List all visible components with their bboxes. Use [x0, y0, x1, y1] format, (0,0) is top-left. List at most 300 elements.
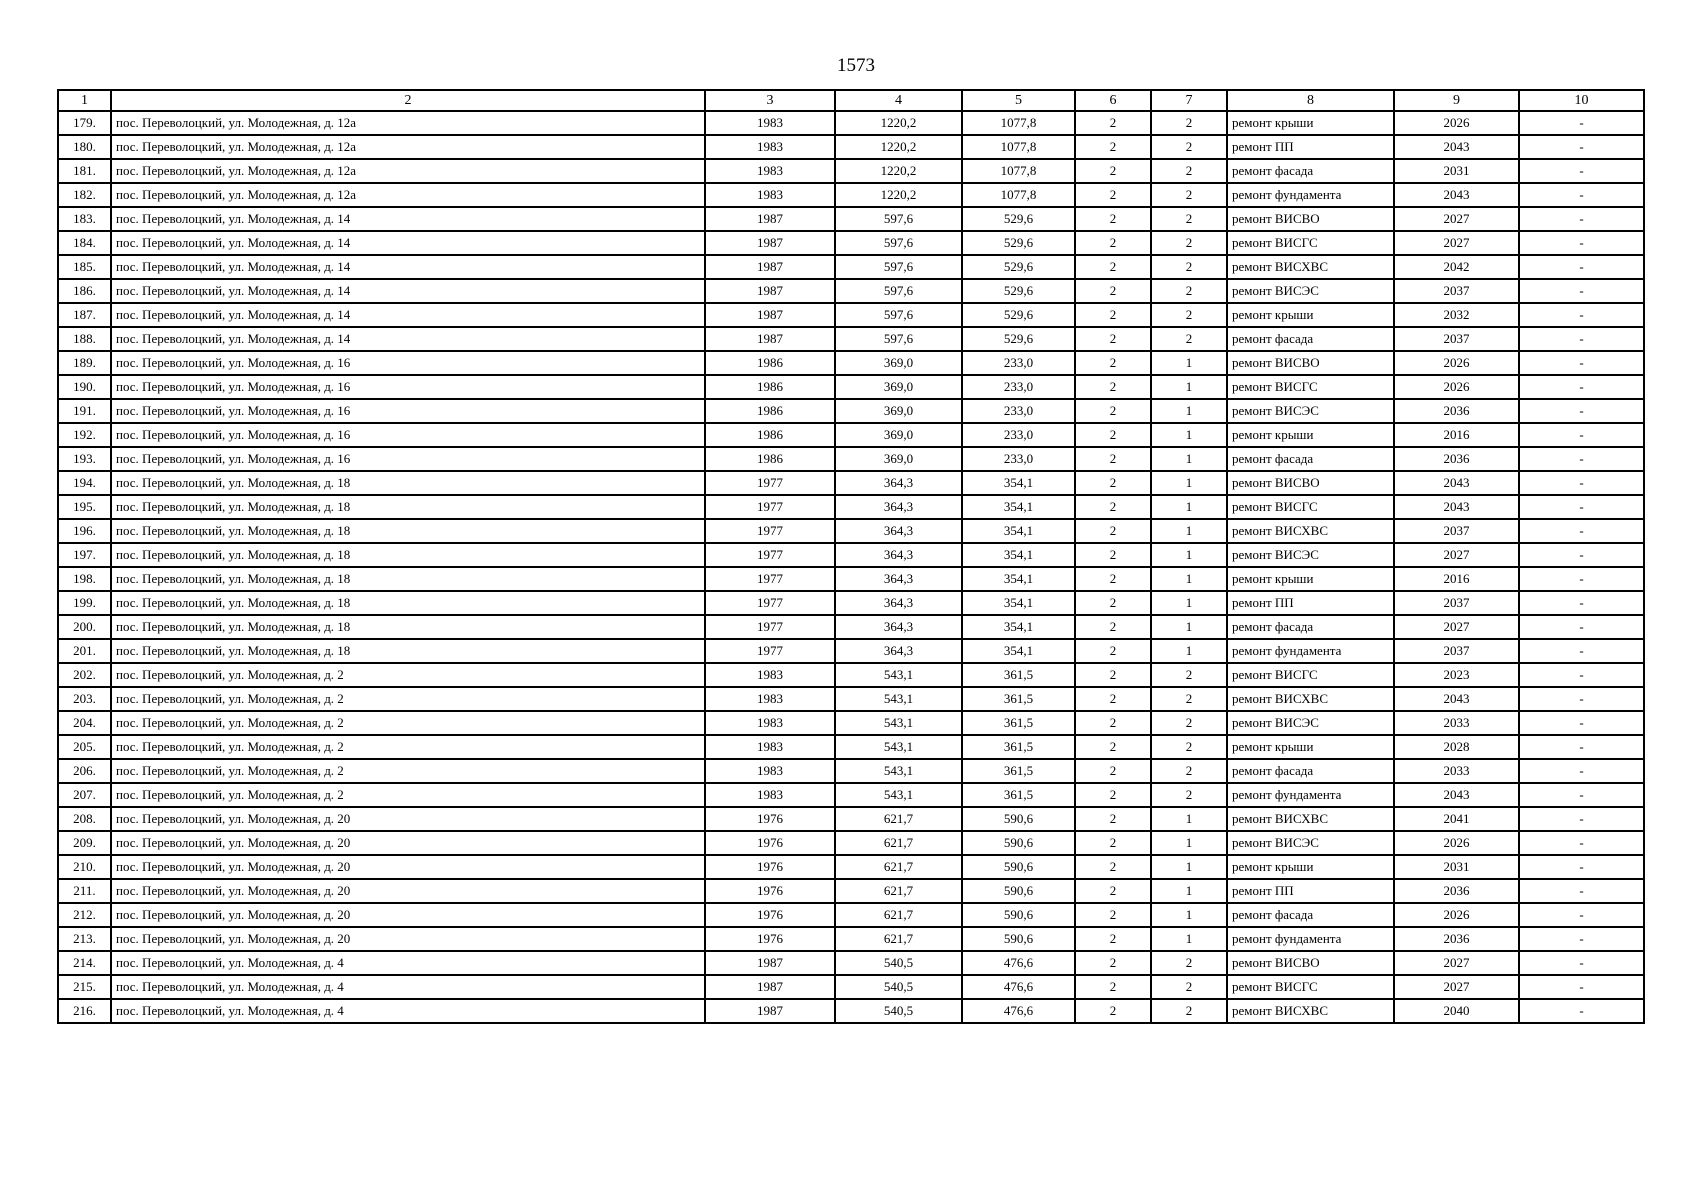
table-row [58, 879, 1644, 903]
note-cell: - [1519, 879, 1644, 903]
year-cell: 1987 [705, 255, 835, 279]
row-number: 205. [58, 735, 111, 759]
address-cell: пос. Переволоцкий, ул. Молодежная, д. 18 [111, 567, 705, 591]
col6-cell: 2 [1075, 879, 1151, 903]
note-cell: - [1519, 951, 1644, 975]
note-cell: - [1519, 159, 1644, 183]
column-header: 2 [111, 90, 705, 111]
table-row [58, 183, 1644, 207]
year-cell: 1987 [705, 207, 835, 231]
total-area-cell: 543,1 [835, 663, 962, 687]
work-type-cell: ремонт фасада [1227, 615, 1394, 639]
period-cell: 2036 [1394, 927, 1519, 951]
living-area-cell: 590,6 [962, 807, 1075, 831]
col6-cell: 2 [1075, 399, 1151, 423]
col7-cell: 1 [1151, 567, 1227, 591]
column-header: 7 [1151, 90, 1227, 111]
row-number: 195. [58, 495, 111, 519]
year-cell: 1986 [705, 423, 835, 447]
note-cell: - [1519, 183, 1644, 207]
total-area-cell: 369,0 [835, 423, 962, 447]
address-cell: пос. Переволоцкий, ул. Молодежная, д. 12а [111, 111, 705, 135]
note-cell: - [1519, 495, 1644, 519]
address-cell: пос. Переволоцкий, ул. Молодежная, д. 12а [111, 183, 705, 207]
living-area-cell: 476,6 [962, 999, 1075, 1023]
work-type-cell: ремонт ВИСХВС [1227, 807, 1394, 831]
row-number: 201. [58, 639, 111, 663]
row-number: 181. [58, 159, 111, 183]
table-row [58, 279, 1644, 303]
address-cell: пос. Переволоцкий, ул. Молодежная, д. 20 [111, 855, 705, 879]
living-area-cell: 354,1 [962, 543, 1075, 567]
table-row [58, 111, 1644, 135]
work-type-cell: ремонт ВИСЭС [1227, 711, 1394, 735]
period-cell: 2043 [1394, 183, 1519, 207]
row-number: 206. [58, 759, 111, 783]
living-area-cell: 1077,8 [962, 135, 1075, 159]
table-row [58, 927, 1644, 951]
table-row [58, 639, 1644, 663]
col6-cell: 2 [1075, 903, 1151, 927]
total-area-cell: 543,1 [835, 687, 962, 711]
address-cell: пос. Переволоцкий, ул. Молодежная, д. 18 [111, 519, 705, 543]
col7-cell: 1 [1151, 375, 1227, 399]
col7-cell: 2 [1151, 783, 1227, 807]
period-cell: 2042 [1394, 255, 1519, 279]
row-number: 209. [58, 831, 111, 855]
year-cell: 1987 [705, 327, 835, 351]
living-area-cell: 233,0 [962, 423, 1075, 447]
year-cell: 1986 [705, 399, 835, 423]
note-cell: - [1519, 591, 1644, 615]
row-number: 194. [58, 471, 111, 495]
register-body [58, 111, 1644, 1023]
period-cell: 2026 [1394, 351, 1519, 375]
row-number: 208. [58, 807, 111, 831]
period-cell: 2027 [1394, 543, 1519, 567]
living-area-cell: 361,5 [962, 663, 1075, 687]
note-cell: - [1519, 999, 1644, 1023]
year-cell: 1976 [705, 855, 835, 879]
year-cell: 1977 [705, 639, 835, 663]
note-cell: - [1519, 543, 1644, 567]
row-number: 202. [58, 663, 111, 687]
year-cell: 1976 [705, 807, 835, 831]
table-row [58, 999, 1644, 1023]
row-number: 184. [58, 231, 111, 255]
note-cell: - [1519, 447, 1644, 471]
table-row [58, 519, 1644, 543]
year-cell: 1986 [705, 351, 835, 375]
table-row [58, 135, 1644, 159]
period-cell: 2036 [1394, 399, 1519, 423]
row-number: 215. [58, 975, 111, 999]
living-area-cell: 529,6 [962, 303, 1075, 327]
col6-cell: 2 [1075, 615, 1151, 639]
total-area-cell: 364,3 [835, 591, 962, 615]
total-area-cell: 621,7 [835, 903, 962, 927]
table-row [58, 663, 1644, 687]
living-area-cell: 354,1 [962, 615, 1075, 639]
living-area-cell: 361,5 [962, 711, 1075, 735]
work-type-cell: ремонт крыши [1227, 303, 1394, 327]
row-number: 213. [58, 927, 111, 951]
period-cell: 2033 [1394, 759, 1519, 783]
year-cell: 1983 [705, 135, 835, 159]
year-cell: 1976 [705, 831, 835, 855]
note-cell: - [1519, 639, 1644, 663]
work-type-cell: ремонт крыши [1227, 735, 1394, 759]
row-number: 193. [58, 447, 111, 471]
work-type-cell: ремонт фундамента [1227, 783, 1394, 807]
col7-cell: 2 [1151, 759, 1227, 783]
year-cell: 1983 [705, 735, 835, 759]
living-area-cell: 529,6 [962, 279, 1075, 303]
col6-cell: 2 [1075, 999, 1151, 1023]
work-type-cell: ремонт ВИСХВС [1227, 255, 1394, 279]
work-type-cell: ремонт фасада [1227, 447, 1394, 471]
table-row [58, 687, 1644, 711]
period-cell: 2026 [1394, 375, 1519, 399]
period-cell: 2037 [1394, 519, 1519, 543]
note-cell: - [1519, 351, 1644, 375]
period-cell: 2026 [1394, 111, 1519, 135]
col6-cell: 2 [1075, 759, 1151, 783]
year-cell: 1983 [705, 159, 835, 183]
address-cell: пос. Переволоцкий, ул. Молодежная, д. 14 [111, 327, 705, 351]
row-number: 196. [58, 519, 111, 543]
col7-cell: 1 [1151, 351, 1227, 375]
row-number: 204. [58, 711, 111, 735]
col6-cell: 2 [1075, 687, 1151, 711]
col7-cell: 1 [1151, 639, 1227, 663]
living-area-cell: 1077,8 [962, 111, 1075, 135]
living-area-cell: 1077,8 [962, 159, 1075, 183]
work-type-cell: ремонт фасада [1227, 159, 1394, 183]
living-area-cell: 354,1 [962, 519, 1075, 543]
work-type-cell: ремонт ВИСГС [1227, 375, 1394, 399]
row-number: 189. [58, 351, 111, 375]
total-area-cell: 364,3 [835, 519, 962, 543]
work-type-cell: ремонт ВИСЭС [1227, 399, 1394, 423]
address-cell: пос. Переволоцкий, ул. Молодежная, д. 16 [111, 399, 705, 423]
total-area-cell: 364,3 [835, 543, 962, 567]
total-area-cell: 621,7 [835, 927, 962, 951]
living-area-cell: 233,0 [962, 399, 1075, 423]
table-row [58, 591, 1644, 615]
year-cell: 1977 [705, 615, 835, 639]
note-cell: - [1519, 327, 1644, 351]
table-row [58, 423, 1644, 447]
work-type-cell: ремонт ВИСВО [1227, 951, 1394, 975]
living-area-cell: 233,0 [962, 375, 1075, 399]
row-number: 197. [58, 543, 111, 567]
period-cell: 2032 [1394, 303, 1519, 327]
year-cell: 1976 [705, 927, 835, 951]
work-type-cell: ремонт крыши [1227, 423, 1394, 447]
address-cell: пос. Переволоцкий, ул. Молодежная, д. 14 [111, 231, 705, 255]
col6-cell: 2 [1075, 495, 1151, 519]
total-area-cell: 597,6 [835, 279, 962, 303]
col7-cell: 1 [1151, 615, 1227, 639]
row-number: 214. [58, 951, 111, 975]
living-area-cell: 590,6 [962, 927, 1075, 951]
col6-cell: 2 [1075, 159, 1151, 183]
year-cell: 1983 [705, 111, 835, 135]
living-area-cell: 529,6 [962, 255, 1075, 279]
col6-cell: 2 [1075, 447, 1151, 471]
address-cell: пос. Переволоцкий, ул. Молодежная, д. 4 [111, 999, 705, 1023]
col6-cell: 2 [1075, 975, 1151, 999]
row-number: 200. [58, 615, 111, 639]
period-cell: 2023 [1394, 663, 1519, 687]
year-cell: 1977 [705, 543, 835, 567]
work-type-cell: ремонт ВИСХВС [1227, 519, 1394, 543]
total-area-cell: 1220,2 [835, 159, 962, 183]
table-row [58, 327, 1644, 351]
col7-cell: 2 [1151, 207, 1227, 231]
period-cell: 2031 [1394, 855, 1519, 879]
row-number: 190. [58, 375, 111, 399]
period-cell: 2026 [1394, 903, 1519, 927]
col7-cell: 1 [1151, 927, 1227, 951]
col6-cell: 2 [1075, 231, 1151, 255]
period-cell: 2027 [1394, 615, 1519, 639]
living-area-cell: 590,6 [962, 903, 1075, 927]
row-number: 198. [58, 567, 111, 591]
total-area-cell: 597,6 [835, 231, 962, 255]
table-row [58, 903, 1644, 927]
row-number: 210. [58, 855, 111, 879]
table-row [58, 471, 1644, 495]
col7-cell: 2 [1151, 711, 1227, 735]
year-cell: 1983 [705, 663, 835, 687]
work-type-cell: ремонт фундамента [1227, 183, 1394, 207]
total-area-cell: 543,1 [835, 759, 962, 783]
work-type-cell: ремонт крыши [1227, 111, 1394, 135]
note-cell: - [1519, 519, 1644, 543]
table-row [58, 951, 1644, 975]
total-area-cell: 597,6 [835, 207, 962, 231]
table-row [58, 783, 1644, 807]
total-area-cell: 597,6 [835, 255, 962, 279]
period-cell: 2016 [1394, 423, 1519, 447]
year-cell: 1976 [705, 879, 835, 903]
total-area-cell: 540,5 [835, 975, 962, 999]
work-type-cell: ремонт фундамента [1227, 927, 1394, 951]
address-cell: пос. Переволоцкий, ул. Молодежная, д. 20 [111, 807, 705, 831]
note-cell: - [1519, 399, 1644, 423]
address-cell: пос. Переволоцкий, ул. Молодежная, д. 18 [111, 639, 705, 663]
total-area-cell: 621,7 [835, 855, 962, 879]
note-cell: - [1519, 975, 1644, 999]
col7-cell: 1 [1151, 471, 1227, 495]
col7-cell: 2 [1151, 159, 1227, 183]
table-row [58, 735, 1644, 759]
table-row [58, 831, 1644, 855]
address-cell: пос. Переволоцкий, ул. Молодежная, д. 12а [111, 159, 705, 183]
col7-cell: 1 [1151, 855, 1227, 879]
living-area-cell: 361,5 [962, 783, 1075, 807]
table-row [58, 855, 1644, 879]
col7-cell: 1 [1151, 831, 1227, 855]
header-row [58, 90, 1644, 111]
period-cell: 2043 [1394, 783, 1519, 807]
period-cell: 2036 [1394, 447, 1519, 471]
year-cell: 1987 [705, 951, 835, 975]
period-cell: 2037 [1394, 591, 1519, 615]
living-area-cell: 354,1 [962, 591, 1075, 615]
column-header: 9 [1394, 90, 1519, 111]
address-cell: пос. Переволоцкий, ул. Молодежная, д. 18 [111, 543, 705, 567]
note-cell: - [1519, 759, 1644, 783]
work-type-cell: ремонт фасада [1227, 759, 1394, 783]
col6-cell: 2 [1075, 135, 1151, 159]
living-area-cell: 476,6 [962, 951, 1075, 975]
period-cell: 2026 [1394, 831, 1519, 855]
year-cell: 1977 [705, 471, 835, 495]
total-area-cell: 543,1 [835, 711, 962, 735]
row-number: 199. [58, 591, 111, 615]
row-number: 180. [58, 135, 111, 159]
year-cell: 1987 [705, 999, 835, 1023]
year-cell: 1986 [705, 375, 835, 399]
note-cell: - [1519, 423, 1644, 447]
table-row [58, 351, 1644, 375]
address-cell: пос. Переволоцкий, ул. Молодежная, д. 4 [111, 975, 705, 999]
living-area-cell: 233,0 [962, 351, 1075, 375]
col7-cell: 1 [1151, 879, 1227, 903]
work-type-cell: ремонт фундамента [1227, 639, 1394, 663]
address-cell: пос. Переволоцкий, ул. Молодежная, д. 2 [111, 735, 705, 759]
note-cell: - [1519, 471, 1644, 495]
note-cell: - [1519, 207, 1644, 231]
year-cell: 1987 [705, 231, 835, 255]
address-cell: пос. Переволоцкий, ул. Молодежная, д. 4 [111, 951, 705, 975]
col7-cell: 2 [1151, 279, 1227, 303]
total-area-cell: 543,1 [835, 735, 962, 759]
col7-cell: 1 [1151, 519, 1227, 543]
total-area-cell: 364,3 [835, 615, 962, 639]
period-cell: 2043 [1394, 135, 1519, 159]
living-area-cell: 354,1 [962, 639, 1075, 663]
col6-cell: 2 [1075, 471, 1151, 495]
total-area-cell: 597,6 [835, 303, 962, 327]
row-number: 183. [58, 207, 111, 231]
row-number: 216. [58, 999, 111, 1023]
col7-cell: 2 [1151, 303, 1227, 327]
col7-cell: 1 [1151, 543, 1227, 567]
total-area-cell: 597,6 [835, 327, 962, 351]
period-cell: 2033 [1394, 711, 1519, 735]
address-cell: пос. Переволоцкий, ул. Молодежная, д. 14 [111, 303, 705, 327]
year-cell: 1983 [705, 759, 835, 783]
row-number: 203. [58, 687, 111, 711]
col6-cell: 2 [1075, 591, 1151, 615]
col7-cell: 1 [1151, 807, 1227, 831]
column-header: 1 [58, 90, 111, 111]
work-type-cell: ремонт ПП [1227, 879, 1394, 903]
work-type-cell: ремонт ВИСВО [1227, 351, 1394, 375]
year-cell: 1987 [705, 279, 835, 303]
period-cell: 2027 [1394, 207, 1519, 231]
work-type-cell: ремонт ВИСВО [1227, 471, 1394, 495]
table-row [58, 447, 1644, 471]
address-cell: пос. Переволоцкий, ул. Молодежная, д. 20 [111, 903, 705, 927]
period-cell: 2036 [1394, 879, 1519, 903]
living-area-cell: 590,6 [962, 831, 1075, 855]
total-area-cell: 1220,2 [835, 183, 962, 207]
col7-cell: 2 [1151, 327, 1227, 351]
address-cell: пос. Переволоцкий, ул. Молодежная, д. 14 [111, 279, 705, 303]
year-cell: 1983 [705, 783, 835, 807]
year-cell: 1983 [705, 183, 835, 207]
living-area-cell: 590,6 [962, 855, 1075, 879]
total-area-cell: 1220,2 [835, 135, 962, 159]
col6-cell: 2 [1075, 279, 1151, 303]
work-type-cell: ремонт ВИСГС [1227, 663, 1394, 687]
work-type-cell: ремонт ВИСХВС [1227, 999, 1394, 1023]
living-area-cell: 1077,8 [962, 183, 1075, 207]
col7-cell: 1 [1151, 591, 1227, 615]
row-number: 185. [58, 255, 111, 279]
col7-cell: 1 [1151, 423, 1227, 447]
col6-cell: 2 [1075, 183, 1151, 207]
work-type-cell: ремонт ВИСГС [1227, 231, 1394, 255]
period-cell: 2028 [1394, 735, 1519, 759]
address-cell: пос. Переволоцкий, ул. Молодежная, д. 12а [111, 135, 705, 159]
col7-cell: 2 [1151, 231, 1227, 255]
col6-cell: 2 [1075, 663, 1151, 687]
year-cell: 1983 [705, 711, 835, 735]
row-number: 186. [58, 279, 111, 303]
row-number: 188. [58, 327, 111, 351]
work-type-cell: ремонт ПП [1227, 591, 1394, 615]
note-cell: - [1519, 663, 1644, 687]
page-number: 1573 [837, 55, 875, 76]
living-area-cell: 529,6 [962, 327, 1075, 351]
table-row [58, 159, 1644, 183]
address-cell: пос. Переволоцкий, ул. Молодежная, д. 14 [111, 255, 705, 279]
work-type-cell: ремонт крыши [1227, 855, 1394, 879]
note-cell: - [1519, 615, 1644, 639]
period-cell: 2027 [1394, 975, 1519, 999]
table-row [58, 711, 1644, 735]
column-header: 4 [835, 90, 962, 111]
work-type-cell: ремонт ПП [1227, 135, 1394, 159]
total-area-cell: 369,0 [835, 447, 962, 471]
period-cell: 2041 [1394, 807, 1519, 831]
total-area-cell: 621,7 [835, 807, 962, 831]
col6-cell: 2 [1075, 567, 1151, 591]
note-cell: - [1519, 927, 1644, 951]
work-type-cell: ремонт ВИСЭС [1227, 831, 1394, 855]
note-cell: - [1519, 567, 1644, 591]
note-cell: - [1519, 903, 1644, 927]
row-number: 211. [58, 879, 111, 903]
column-header: 3 [705, 90, 835, 111]
total-area-cell: 364,3 [835, 495, 962, 519]
period-cell: 2037 [1394, 639, 1519, 663]
col7-cell: 2 [1151, 735, 1227, 759]
total-area-cell: 621,7 [835, 879, 962, 903]
col6-cell: 2 [1075, 831, 1151, 855]
address-cell: пос. Переволоцкий, ул. Молодежная, д. 2 [111, 783, 705, 807]
table-row [58, 303, 1644, 327]
living-area-cell: 476,6 [962, 975, 1075, 999]
total-area-cell: 540,5 [835, 999, 962, 1023]
column-header: 6 [1075, 90, 1151, 111]
